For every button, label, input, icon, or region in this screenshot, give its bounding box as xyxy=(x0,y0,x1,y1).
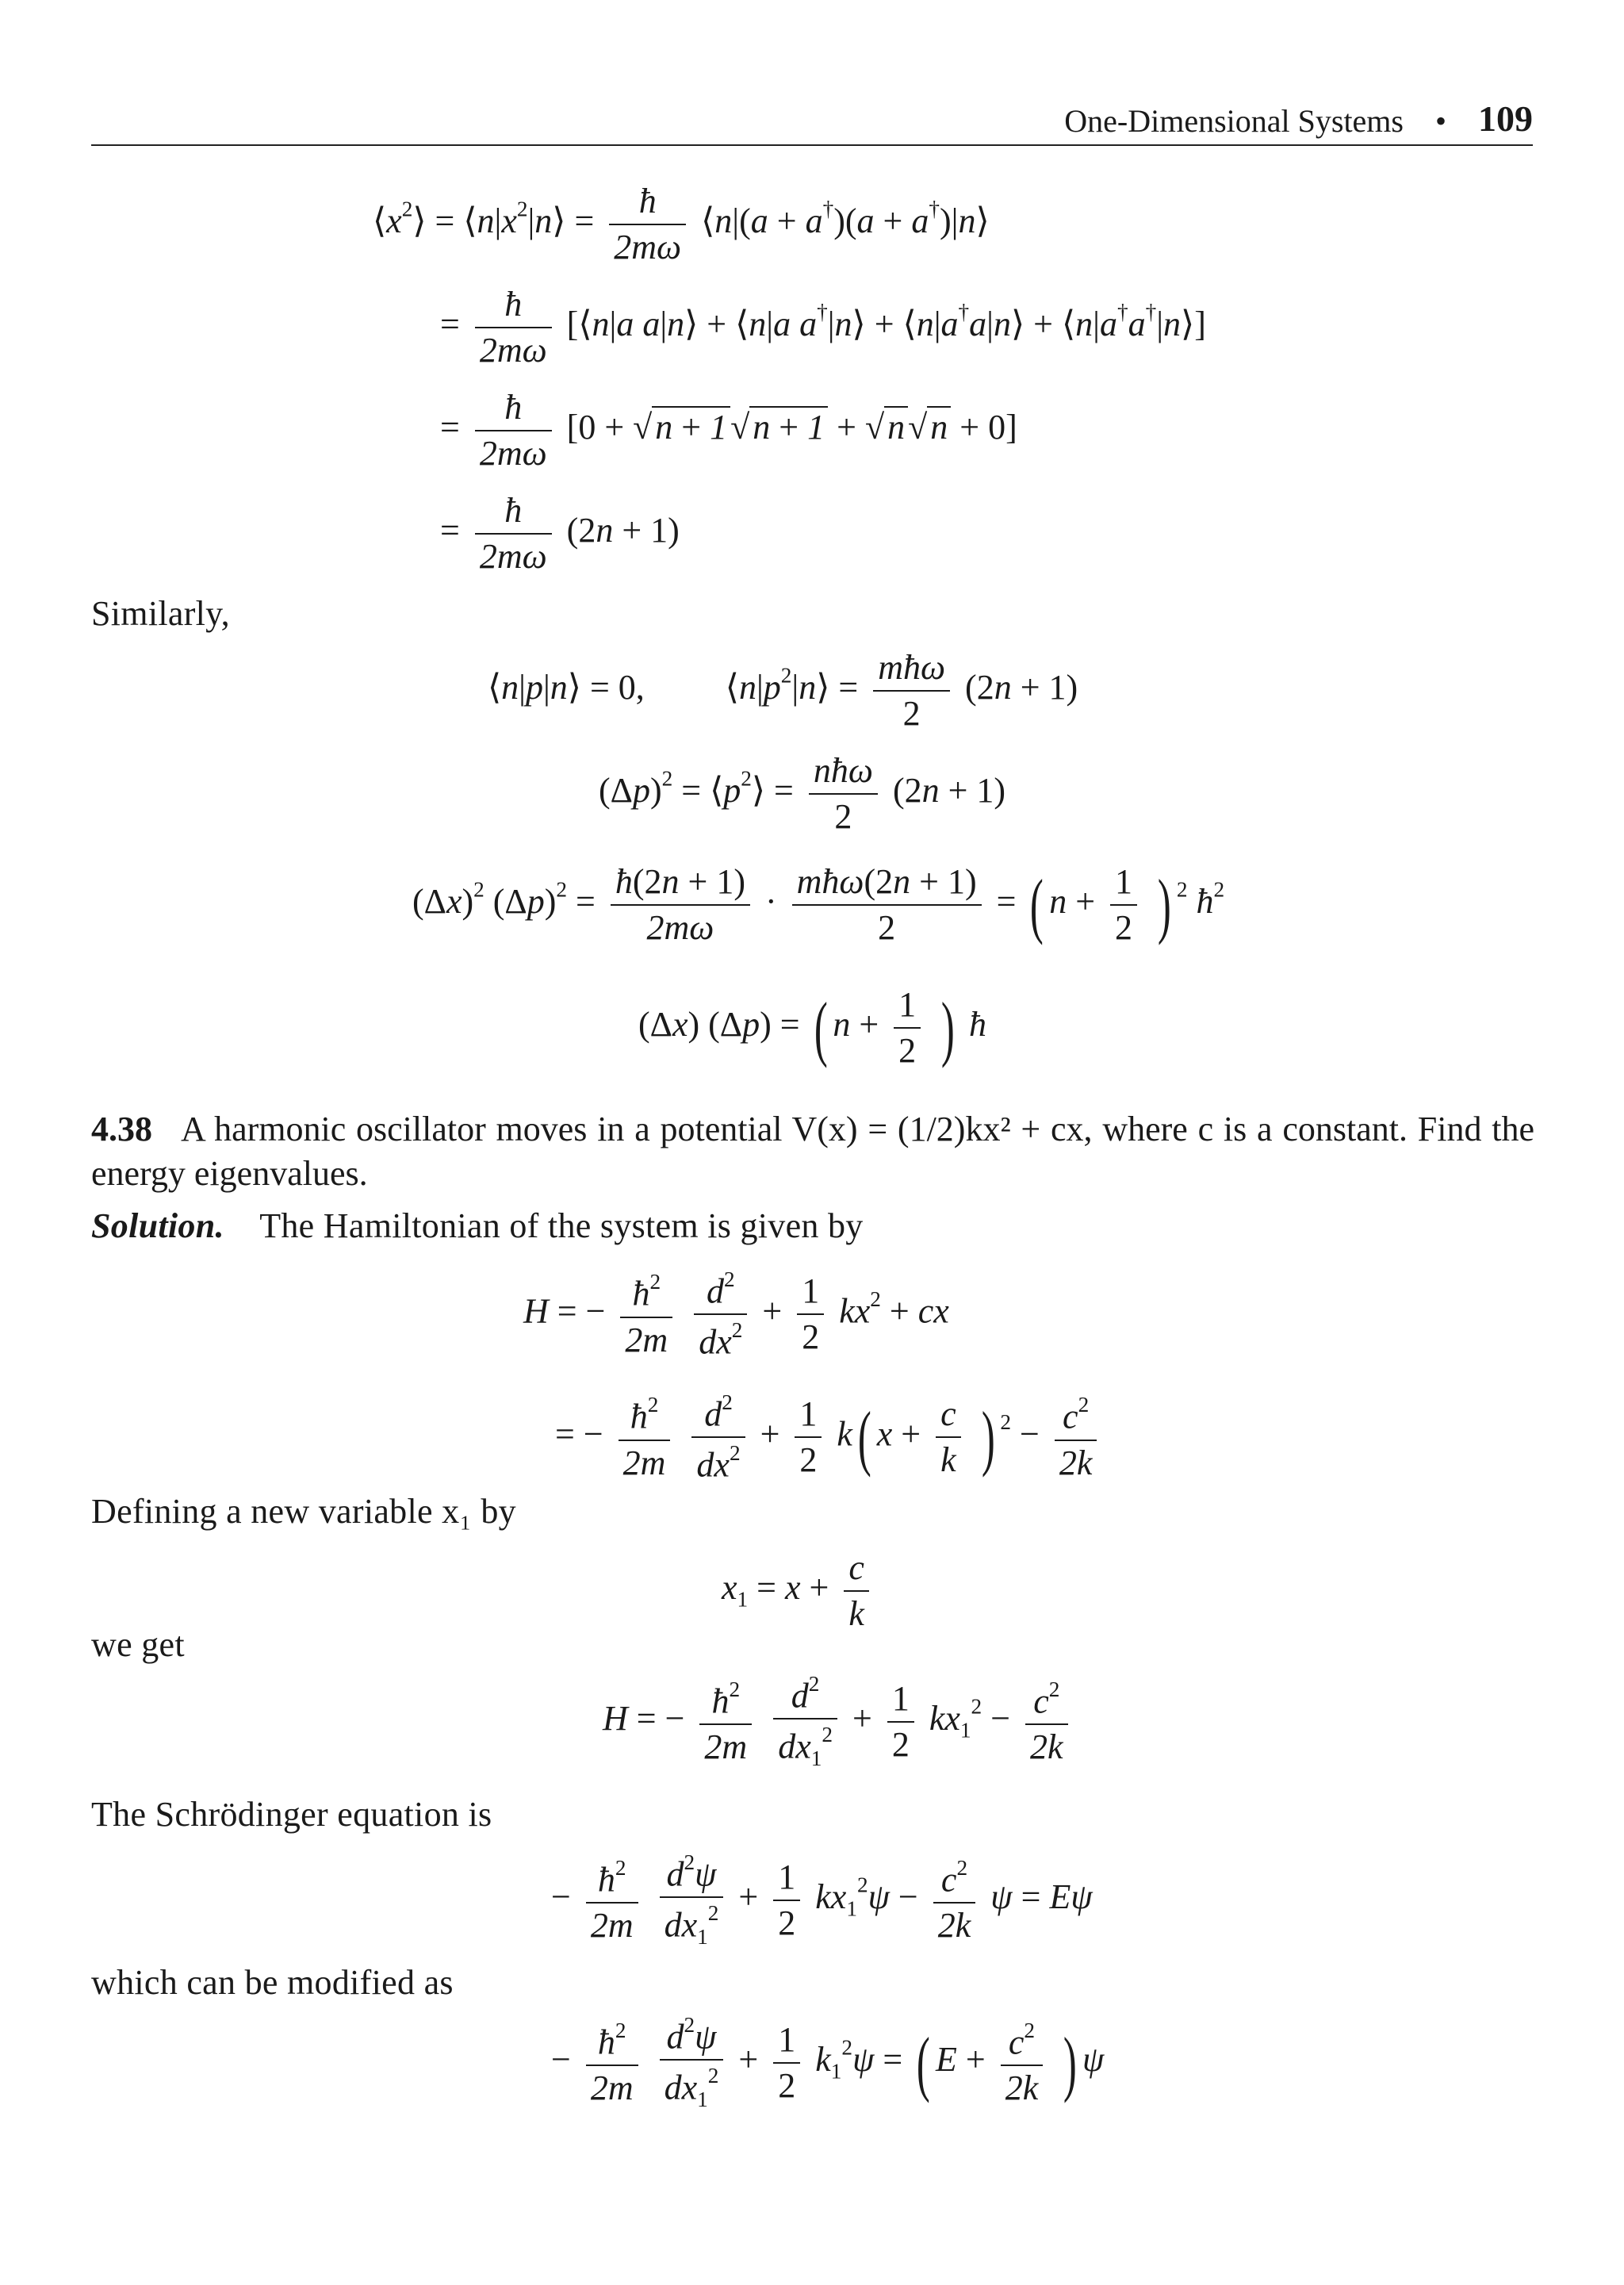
equation-dp2: $(\Delta p)^2$ = $⟨p^2⟩$ = $\frac{\text{nħω}}{2}$ (2n + 1) xyxy=(599,751,1006,836)
equation-schrodinger-2: − $\frac{ħ^2}{2m}$ $\frac{d^2\psi}{dx_1^2}$ + $\frac{1}{2}$ $k_1^2\psi$ = ( E + $\frac{c^2}{2k}$ ) ψ xyxy=(551,2013,1105,2112)
equation-hamiltonian-2: = − $\frac{ħ^2}{2m}$ $\frac{d^2}{dx^2}$ + $\frac{1}{2}$ k( x + $\frac{c}{k}$ ) $^2$ − $\frac{c^2}{2k}$ xyxy=(555,1392,1103,1483)
chapter-title: One-Dimensional Systems xyxy=(1064,103,1404,139)
solution-line xyxy=(91,1206,864,1246)
running-header xyxy=(91,86,1533,146)
equation-dx2dp2: $(\Delta x)^2$ $(\Delta p)^2$ = $\frac{ħ(2n + 1)}{2m\omega}$ · $\frac{\text{mħω(2n + 1)}}{2}$ = ( n + $\frac{1}{2}$ ) $^2$ $ħ^2$ xyxy=(412,862,1225,947)
equation-schrodinger-1: − $\frac{ħ^2}{2m}$ $\frac{d^2\psi}{dx_1^2}$ + $\frac{1}{2}$ $kx_1^2\psi$ − $\frac{c^2}{2k}$ ψ = Eψ xyxy=(551,1850,1093,1950)
defining-text: Defining a new variable x₁ by xyxy=(91,1492,516,1531)
equation-x2-line4: = $\frac{ħ}{2m\omega}$ (2n + 1) xyxy=(440,491,680,576)
equation-x1-definition: $x_1 = x$ + $\frac{c}{k}$ xyxy=(722,1551,875,1631)
similarly-text: Similarly, xyxy=(91,594,230,633)
equation-x2-line1: $⟨x^2⟩$ = $⟨n|x^2|n⟩$ = $\frac{ħ}{2m\omega}$ ⟨n|(a + a†)(a + a†)|n⟩ xyxy=(373,182,990,266)
equation-x2-line3: = $\frac{ħ}{2m\omega}$ [0 + √n + 1√n + 1 + √n√n + 0] xyxy=(440,388,1017,473)
equation-x2-line2: = $\frac{ħ}{2m\omega}$ [⟨n|a a|n⟩ + ⟨n|a a†|n⟩ + ⟨n|a†a|n⟩ + ⟨n|a†a†|n⟩] xyxy=(440,285,1206,370)
header-bullet: • xyxy=(1434,103,1446,139)
equation-hamiltonian-3: H = − $\frac{ħ^2}{2m}$ $\frac{d^2}{dx_1^2}$ + $\frac{1}{2}$ $kx_1^2$ − $\frac{c^2}{2k}$ xyxy=(603,1673,1074,1770)
problem-statement: A harmonic oscillator moves in a potential V(x) = (1/2)kx² + cx, where c is a constant. Find the energy eigenvalues. xyxy=(91,1110,1535,1193)
equation-p-expectation: ⟨n|p|n⟩ = 0, $⟨n|p^2|n⟩$ = $\frac{\text{mħω}}{2}$ (2n + 1) xyxy=(488,648,1078,733)
equation-dxdp: (Δx) (Δp) = ( n + $\frac{1}{2}$ ) ħ xyxy=(638,985,986,1070)
solution-intro: The Hamiltonian of the system is given by xyxy=(259,1206,864,1245)
schrodinger-text: The Schrödinger equation is xyxy=(91,1795,492,1834)
we-get-text: we get xyxy=(91,1625,185,1664)
page-number: 109 xyxy=(1478,98,1533,139)
solution-label: Solution. xyxy=(91,1206,224,1245)
equation-hamiltonian-1: H = − $\frac{ħ^2}{2m}$ $\frac{d^2}{dx^2}$ + $\frac{1}{2}$ $kx^2$ + cx xyxy=(523,1267,949,1362)
modified-text: which can be modified as xyxy=(91,1963,454,2002)
problem-number: 4.38 xyxy=(91,1110,152,1148)
problem-4-38 xyxy=(91,1107,1534,1196)
